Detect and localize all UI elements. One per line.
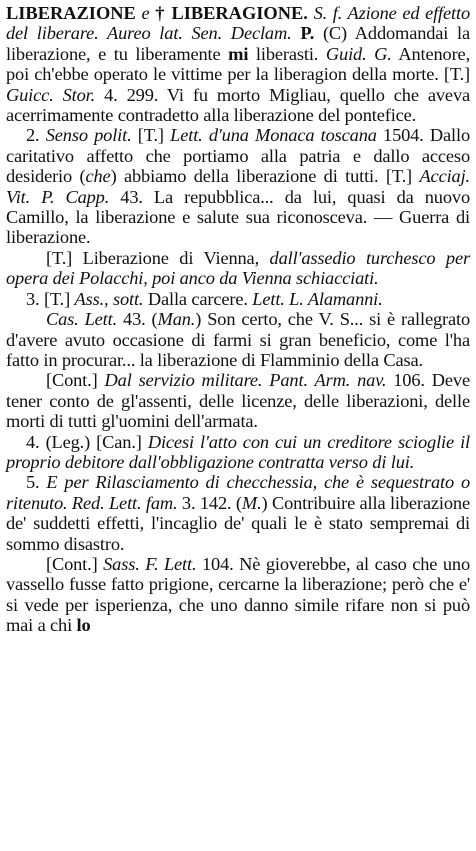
text-run: 43. ( [117, 309, 158, 330]
text-run: 3. [T.] [26, 288, 75, 309]
text-run: mi [228, 43, 249, 64]
text-run: ) Son certo, che V. S... si è rallegrato d'avere avuto occasione di farmi si gran beneficio, come l'ha fatto in procurar... la liberazione di Flamminio della Casa. [6, 309, 470, 370]
text-run: 3. 142. ( [177, 492, 242, 513]
text-run: 4. (Leg.) [Can.] [26, 431, 148, 452]
text-run: ) abbiamo della liberazione di tutti. [T.] [110, 166, 420, 187]
text-run: 43. La repubblica... da lui, quasi da nuovo Camillo, la liberazione e salute sua riconosceva. — Guerra di liberazione. [6, 186, 470, 248]
sense-5 [6, 472, 470, 554]
sense-3 [6, 289, 470, 309]
sense-5-citation [6, 554, 470, 636]
text-run: Dalla carcere. [143, 288, 253, 309]
text-run: liberasti. [248, 43, 326, 64]
text-run: ) Contribuire alla liberazione de' suddetti effetti, l'incaglio de' quali le è stato sempremai di sommo disastro. [6, 492, 470, 554]
entry-definition [6, 3, 470, 125]
text-run: † LIBERAGIONE. [155, 3, 308, 23]
text-run: 106. Deve tener conto de gl'assenti, delle licenze, delle liberazioni, delle morti di tutti gl'uomini dell'armata. [6, 370, 470, 432]
text-run: lo [76, 615, 91, 636]
text-run: P. [291, 23, 315, 44]
text-run: Dal servizio militare. Pant. Arm. nav. [104, 370, 387, 391]
text-run: Lett. L. Alamanni. [252, 288, 383, 309]
text-run: 1504. Dallo caritativo affetto che portiamo alla patria e dallo acceso desiderio ( [6, 125, 470, 187]
text-run: [Cont.] [46, 553, 104, 574]
text-run: LIBERAZIONE [6, 3, 136, 23]
sense-3-citation [6, 309, 470, 370]
text-run: 2. [26, 125, 46, 146]
text-run: Lett. d'una Monaca toscana [170, 125, 377, 146]
text-run: che [85, 166, 111, 187]
sense-2 [6, 125, 470, 247]
text-run: Acciaj. Vit. P. Capp. [6, 166, 470, 207]
text-run: Dicesi l'atto con cui un creditore scioglie il proprio debitore dall'obbligazione contratta verso di lui. [6, 431, 470, 472]
sense-3-military [6, 370, 470, 431]
text-run: Guicc. Stor. [6, 84, 96, 105]
text-run: 4. 299. Vi fu morto Migliau, quello che aveva acerrimamente contradetto alla liberazione del pontefice. [6, 84, 470, 126]
dictionary-entry-liberazione [6, 3, 470, 636]
text-run: M. [241, 492, 262, 513]
text-run: 104. Nè gioverebbe, al caso che uno vassello fusse fatto prigione, cercarne la liberazione; però che e' si vede per isperienza, che uno danno simile rifare non si può mai a chi [6, 553, 470, 636]
text-run: e [135, 3, 156, 23]
text-run: [T.] [131, 125, 171, 146]
text-run: (C) Addomandai la liberazione, e tu liberamente [6, 23, 471, 64]
text-run: [Cont.] [46, 370, 105, 391]
text-run: Antenore, poi ch'ebbe operato le vittime per la liberagion della morte. [T.] [6, 43, 471, 85]
sense-4 [6, 432, 470, 473]
text-run: 5. [26, 472, 47, 493]
text-run: dall'assedio turchesco per opera dei Polacchi, poi anco da Vienna schiacciati. [6, 247, 470, 289]
text-run: E per Rilasciamento di checchessia, che è sequestrato o ritenuto. Red. Lett. fam. [6, 472, 470, 513]
text-run: Guid. G. [325, 43, 392, 64]
text-run: Ass., sott. [74, 288, 144, 309]
sense-2-example [6, 248, 470, 289]
text-run: [T.] Liberazione di Vienna, [46, 247, 270, 268]
text-run: S. f. Azione ed effetto del liberare. Aureo lat. Sen. Declam. [6, 3, 470, 44]
text-run: Cas. Lett. [46, 309, 118, 330]
text-run: Senso polit. [45, 125, 132, 146]
text-run: Man. [157, 309, 196, 330]
text-run: Sass. F. Lett. [103, 553, 197, 574]
